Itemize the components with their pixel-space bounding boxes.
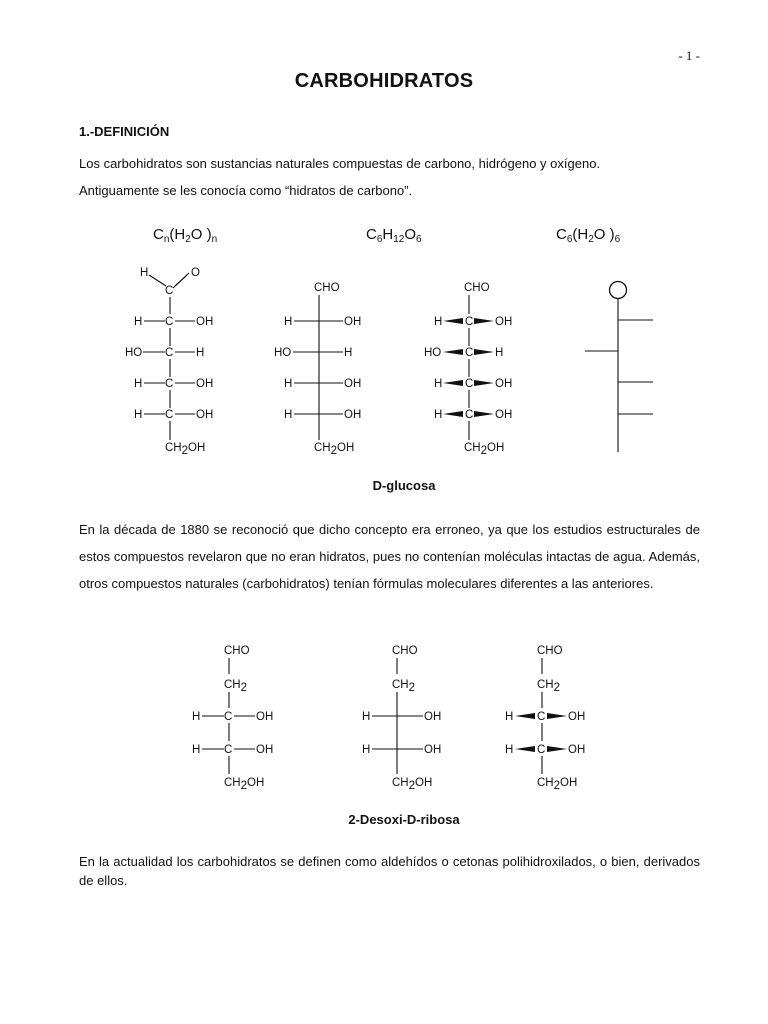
svg-text:C: C (465, 409, 474, 421)
svg-text:HO: HO (125, 347, 143, 359)
svg-text:CH2: CH2 (537, 679, 561, 694)
svg-text:H: H (505, 711, 514, 723)
svg-text:C: C (165, 316, 174, 328)
intro-paragraph (79, 150, 700, 204)
svg-text:CHO: CHO (314, 282, 340, 294)
svg-text:H: H (362, 744, 371, 756)
svg-text:OH: OH (344, 378, 362, 390)
svg-text:C: C (165, 285, 174, 297)
page-number: - 1 - (678, 48, 700, 63)
history-paragraph: En la década de 1880 se reconoció que dicho concepto era erroneo, ya que los estudios estructurales de estos compuestos revelaron que no eran hidratos, pues no contenían moléculas intactas de agua. Además, otros compuestos naturales (carbohidratos) tenían fórmulas moleculares diferentes a las anteriores. (79, 522, 700, 591)
svg-text:CH2OH: CH2OH (464, 442, 505, 457)
glucose-wedge-projection (424, 282, 512, 457)
svg-text:CHO: CHO (537, 645, 563, 657)
svg-text:H: H (284, 378, 293, 390)
svg-text:OH: OH (196, 378, 214, 390)
svg-text:H: H (362, 711, 371, 723)
svg-text:C: C (224, 711, 233, 723)
svg-text:CHO: CHO (464, 282, 490, 294)
deoxyribose-wedge-projection (505, 645, 585, 792)
svg-text:OH: OH (344, 316, 362, 328)
svg-text:C: C (465, 378, 474, 390)
svg-text:CH2OH: CH2OH (537, 777, 578, 792)
svg-text:H: H (192, 744, 201, 756)
svg-text:CH2: CH2 (392, 679, 416, 694)
svg-text:C: C (165, 378, 174, 390)
deoxyribose-condensed-structure (192, 645, 273, 792)
svg-text:CH2: CH2 (224, 679, 248, 694)
general-formula: $C_n(H_2O$ )$_n$ (153, 226, 218, 245)
svg-text:H: H (192, 711, 201, 723)
intro-line-1: Los carbohidratos son sustancias naturales compuestas de carbono, hidrógeno y oxígeno. (79, 156, 601, 171)
svg-text:CH2OH: CH2OH (314, 442, 355, 457)
svg-text:HO: HO (274, 347, 292, 359)
svg-text:HO: HO (424, 347, 442, 359)
svg-text:H: H (434, 378, 443, 390)
svg-text:O: O (191, 267, 200, 279)
svg-text:H: H (284, 316, 293, 328)
svg-text:C: C (465, 347, 474, 359)
deoxyribose-structures (0, 638, 768, 798)
svg-text:H: H (140, 267, 149, 279)
svg-text:OH: OH (495, 316, 513, 328)
svg-text:C: C (537, 711, 546, 723)
glucose-stick-projection (585, 282, 653, 453)
svg-text:OH: OH (196, 409, 214, 421)
svg-text:H: H (134, 378, 143, 390)
svg-text:OH: OH (256, 744, 274, 756)
svg-text:C: C (165, 409, 174, 421)
svg-text:C: C (537, 744, 546, 756)
glucose-structures (0, 260, 768, 465)
svg-text:OH: OH (424, 744, 442, 756)
deoxyribose-fischer-projection (362, 645, 441, 792)
svg-text:CHO: CHO (392, 645, 418, 657)
intro-line-2: Antiguamente se les conocía como “hidratos de carbono”. (79, 183, 413, 198)
deoxyribose-caption: 2-Desoxi-D-ribosa (348, 812, 460, 827)
hydrate-formula: $C_6(H_2O$ )$_6$ (556, 226, 621, 245)
svg-text:CHO: CHO (224, 645, 250, 657)
svg-text:OH: OH (495, 409, 513, 421)
svg-text:H: H (434, 316, 443, 328)
glucose-fischer-projection (274, 282, 361, 457)
glucose-condensed-structure (125, 267, 213, 457)
svg-text:H: H (344, 347, 353, 359)
svg-text:H: H (505, 744, 514, 756)
document-title: CARBOHIDRATOS (294, 70, 474, 92)
svg-text:OH: OH (495, 378, 513, 390)
svg-text:H: H (495, 347, 504, 359)
svg-text:OH: OH (568, 744, 586, 756)
svg-text:CH2OH: CH2OH (165, 442, 206, 457)
section-heading: 1.-DEFINICIÓN (79, 124, 170, 139)
svg-text:H: H (134, 316, 143, 328)
svg-text:CH2OH: CH2OH (392, 777, 433, 792)
svg-text:CH2OH: CH2OH (224, 777, 265, 792)
svg-text:H: H (434, 409, 443, 421)
svg-text:H: H (134, 409, 143, 421)
svg-text:OH: OH (568, 711, 586, 723)
svg-text:C: C (224, 744, 233, 756)
svg-text:OH: OH (256, 711, 274, 723)
svg-text:H: H (284, 409, 293, 421)
svg-text:OH: OH (196, 316, 214, 328)
molecular-formula: $C_6H_{12}O_6$ (366, 226, 422, 245)
svg-text:C: C (165, 347, 174, 359)
definition-paragraph: En la actualidad los carbohidratos se definen como aldehídos o cetonas polihidroxilados, o bien, derivados de ellos. (79, 854, 700, 888)
svg-text:H: H (196, 347, 205, 359)
svg-text:C: C (465, 316, 474, 328)
svg-text:OH: OH (344, 409, 362, 421)
glucose-caption: D-glucosa (372, 478, 436, 493)
svg-text:OH: OH (424, 711, 442, 723)
